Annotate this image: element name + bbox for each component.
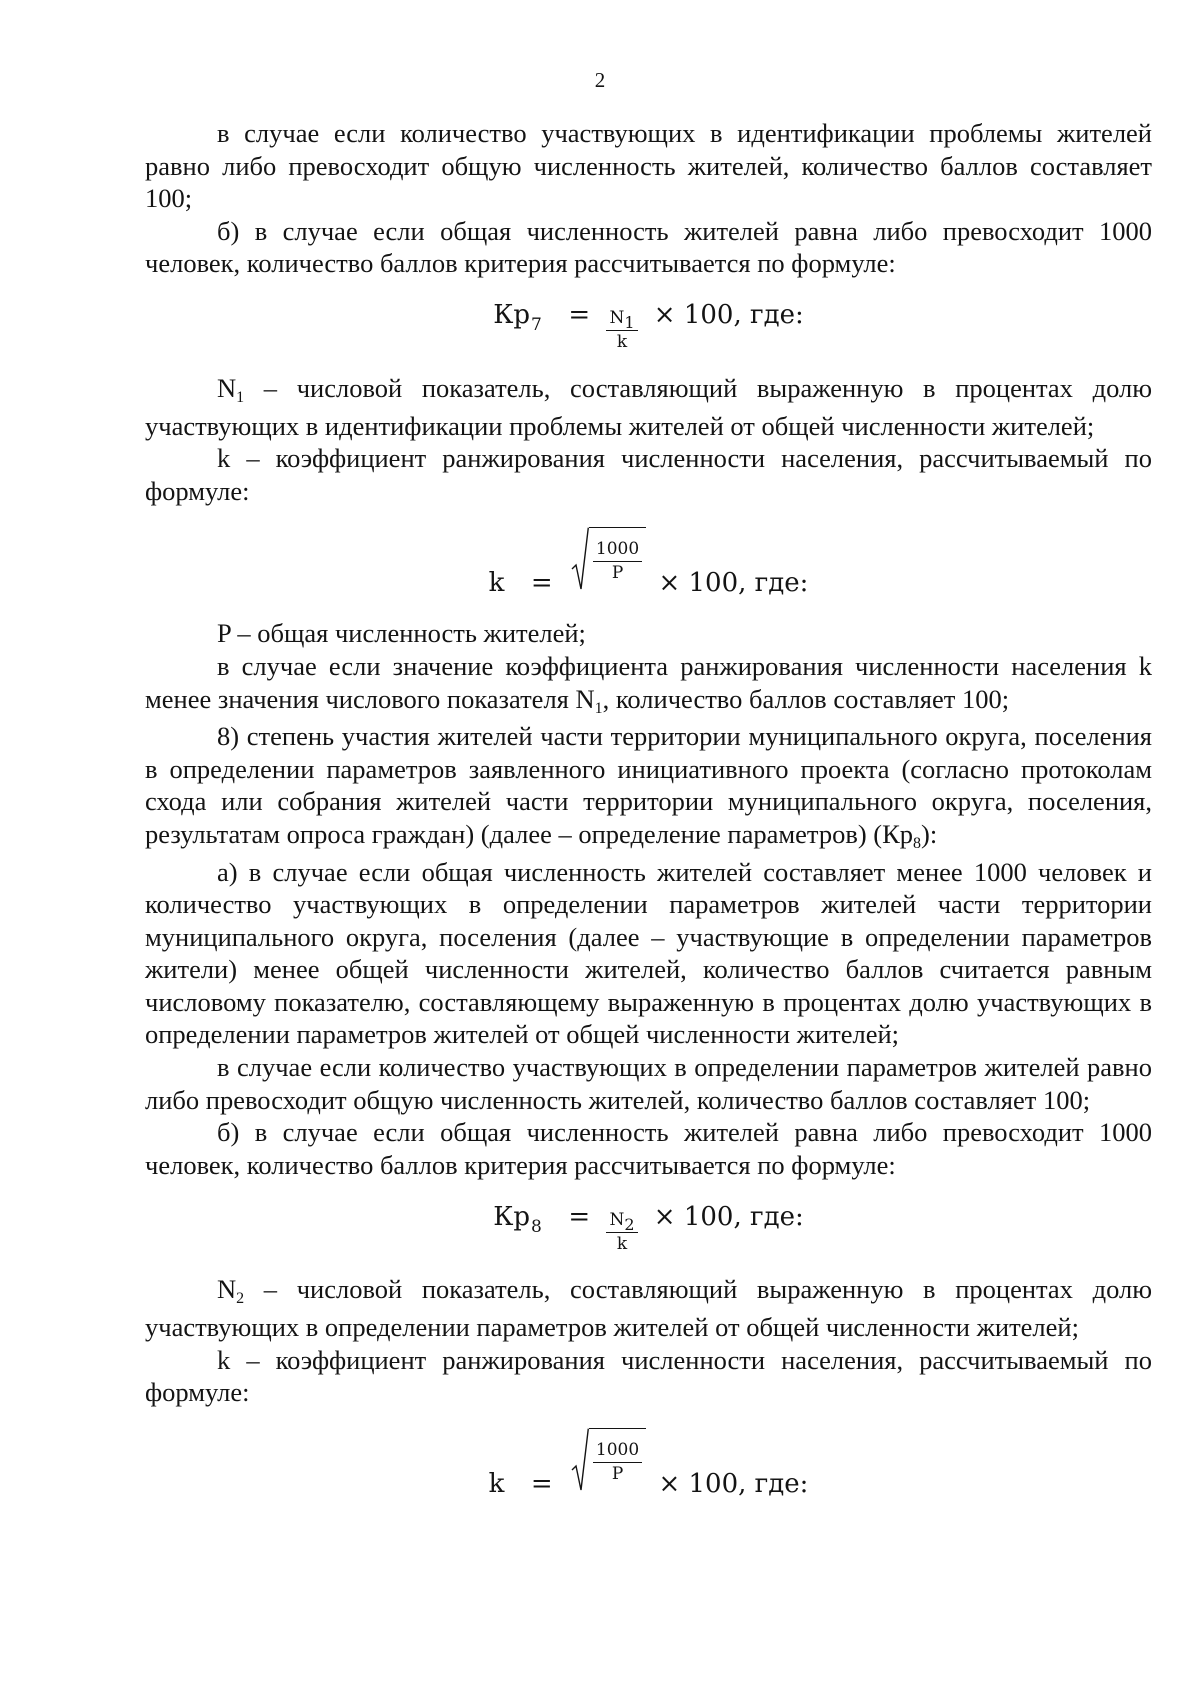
- formula-lhs: k: [488, 1469, 505, 1500]
- paragraph-text-end: ):: [921, 818, 938, 849]
- formula-lhs: Кр: [493, 1201, 531, 1232]
- paragraph-residents-exceed-identification: в случае если количество участвующих в идентификации проблемы жителей равно либо превосходит общую численность жителей, количество баллов составляет 100;: [145, 118, 1152, 214]
- symbol-n-sub: 1: [594, 699, 603, 717]
- formula-fraction: [593, 1442, 642, 1483]
- radical-sign-icon: [571, 527, 589, 591]
- paragraph-criterion-8: [145, 720, 1152, 855]
- definition-text: – числовой показатель, составляющий выраженную в процентах долю участвующих в определении параметров жителей от общей численности жителей;: [145, 1274, 1152, 1343]
- fraction-numerator: N: [609, 308, 625, 329]
- square-root: [571, 527, 646, 591]
- fraction-numerator-sub: 1: [624, 313, 635, 333]
- formula-equals: =: [530, 1469, 553, 1500]
- formula-lhs-sub: 7: [531, 315, 542, 336]
- paragraph-n1-definition: [145, 372, 1152, 442]
- fraction-denominator: P: [611, 562, 624, 583]
- fraction-denominator: k: [616, 332, 628, 353]
- fraction-denominator: P: [611, 1464, 624, 1485]
- formula-k-first: [145, 517, 1152, 603]
- paragraph-formula-condition-kr7: б) в случае если общая численность жителей равна либо превосходит 1000 человек, количество баллов критерия рассчитывается по формуле:: [145, 215, 1152, 279]
- kr-sub: 8: [913, 834, 922, 852]
- formula-kr7: [145, 294, 1152, 358]
- radical-sign-icon: [571, 1428, 589, 1492]
- fraction-denominator: k: [616, 1233, 628, 1254]
- fraction-numerator: 1000: [593, 1442, 642, 1463]
- fraction-numerator: 1000: [593, 541, 642, 562]
- paragraph-residents-exceed-parameters: в случае если количество участвующих в определении параметров жителей равно либо превосходит общую численность жителей, количество баллов составляет 100;: [145, 1052, 1152, 1115]
- formula-kr8: [145, 1195, 1152, 1259]
- formula-rhs: × 100, где:: [653, 1201, 804, 1232]
- paragraph-text: в случае если значение коэффициента ранжирования численности населения k менее значения числового показателя N: [145, 650, 1152, 714]
- formula-lhs-sub: 8: [531, 1216, 542, 1237]
- page-number: 2: [594, 68, 606, 92]
- paragraph-k-definition-second: k – коэффициент ранжирования численности населения, рассчитываемый по формуле:: [145, 1344, 1152, 1408]
- paragraph-k-definition: k – коэффициент ранжирования численности населения, рассчитываемый по формуле:: [145, 443, 1152, 506]
- formula-equals: =: [568, 300, 591, 331]
- formula-equals: =: [568, 1201, 591, 1232]
- definition-text: – числовой показатель, составляющий выраженную в процентах долю участвующих в идентификации проблемы жителей от общей численности жителей;: [145, 372, 1152, 441]
- formula-lhs: Кр: [493, 300, 531, 331]
- paragraph-text-end: , количество баллов составляет 100;: [602, 683, 1010, 714]
- formula-fraction: [606, 310, 637, 351]
- symbol-n: N: [217, 1274, 237, 1305]
- paragraph-formula-condition-kr8: б) в случае если общая численность жителей равна либо превосходит 1000 человек, количество баллов критерия рассчитывается по формуле:: [145, 1117, 1152, 1180]
- document-body: [145, 117, 1152, 1519]
- symbol-n-sub: 2: [236, 1290, 245, 1308]
- paragraph-criterion-8a: а) в случае если общая численность жителей составляет менее 1000 человек и количество участвующих в определении параметров жителей части территории муниципального округа, поселения (далее – участвующие в определении параметров жители) менее общей численности жителей, количество баллов считается равным числовому показателю, составляющему выраженную в процентах долю участвующих в определении параметров жителей от общей численности жителей;: [145, 856, 1152, 1050]
- formula-equals: =: [530, 567, 553, 598]
- formula-rhs: × 100, где:: [658, 1469, 809, 1500]
- formula-k-second: [145, 1419, 1152, 1505]
- square-root: [571, 1428, 646, 1492]
- fraction-numerator-sub: 2: [624, 1214, 635, 1234]
- formula-lhs: k: [488, 567, 505, 598]
- paragraph-p-definition: P – общая численность жителей;: [217, 618, 586, 649]
- formula-fraction: [593, 538, 642, 583]
- fraction-numerator: N: [609, 1209, 625, 1230]
- symbol-n-sub: 1: [236, 388, 245, 406]
- formula-rhs: × 100, где:: [653, 300, 804, 331]
- paragraph-k-less-than-n1: [145, 650, 1152, 720]
- formula-fraction: [606, 1209, 637, 1254]
- paragraph-text: 8) степень участия жителей части территории муниципального округа, поселения в определении параметров заявленного инициативного проекта (согласно протоколам схода или собрания жителей части территории муниципального округа, поселения, результатам опроса граждан) (далее – определение параметров) (Кр: [145, 721, 1152, 849]
- symbol-n: N: [217, 372, 237, 403]
- paragraph-n2-definition: [145, 1273, 1152, 1343]
- formula-rhs: × 100, где:: [658, 567, 809, 598]
